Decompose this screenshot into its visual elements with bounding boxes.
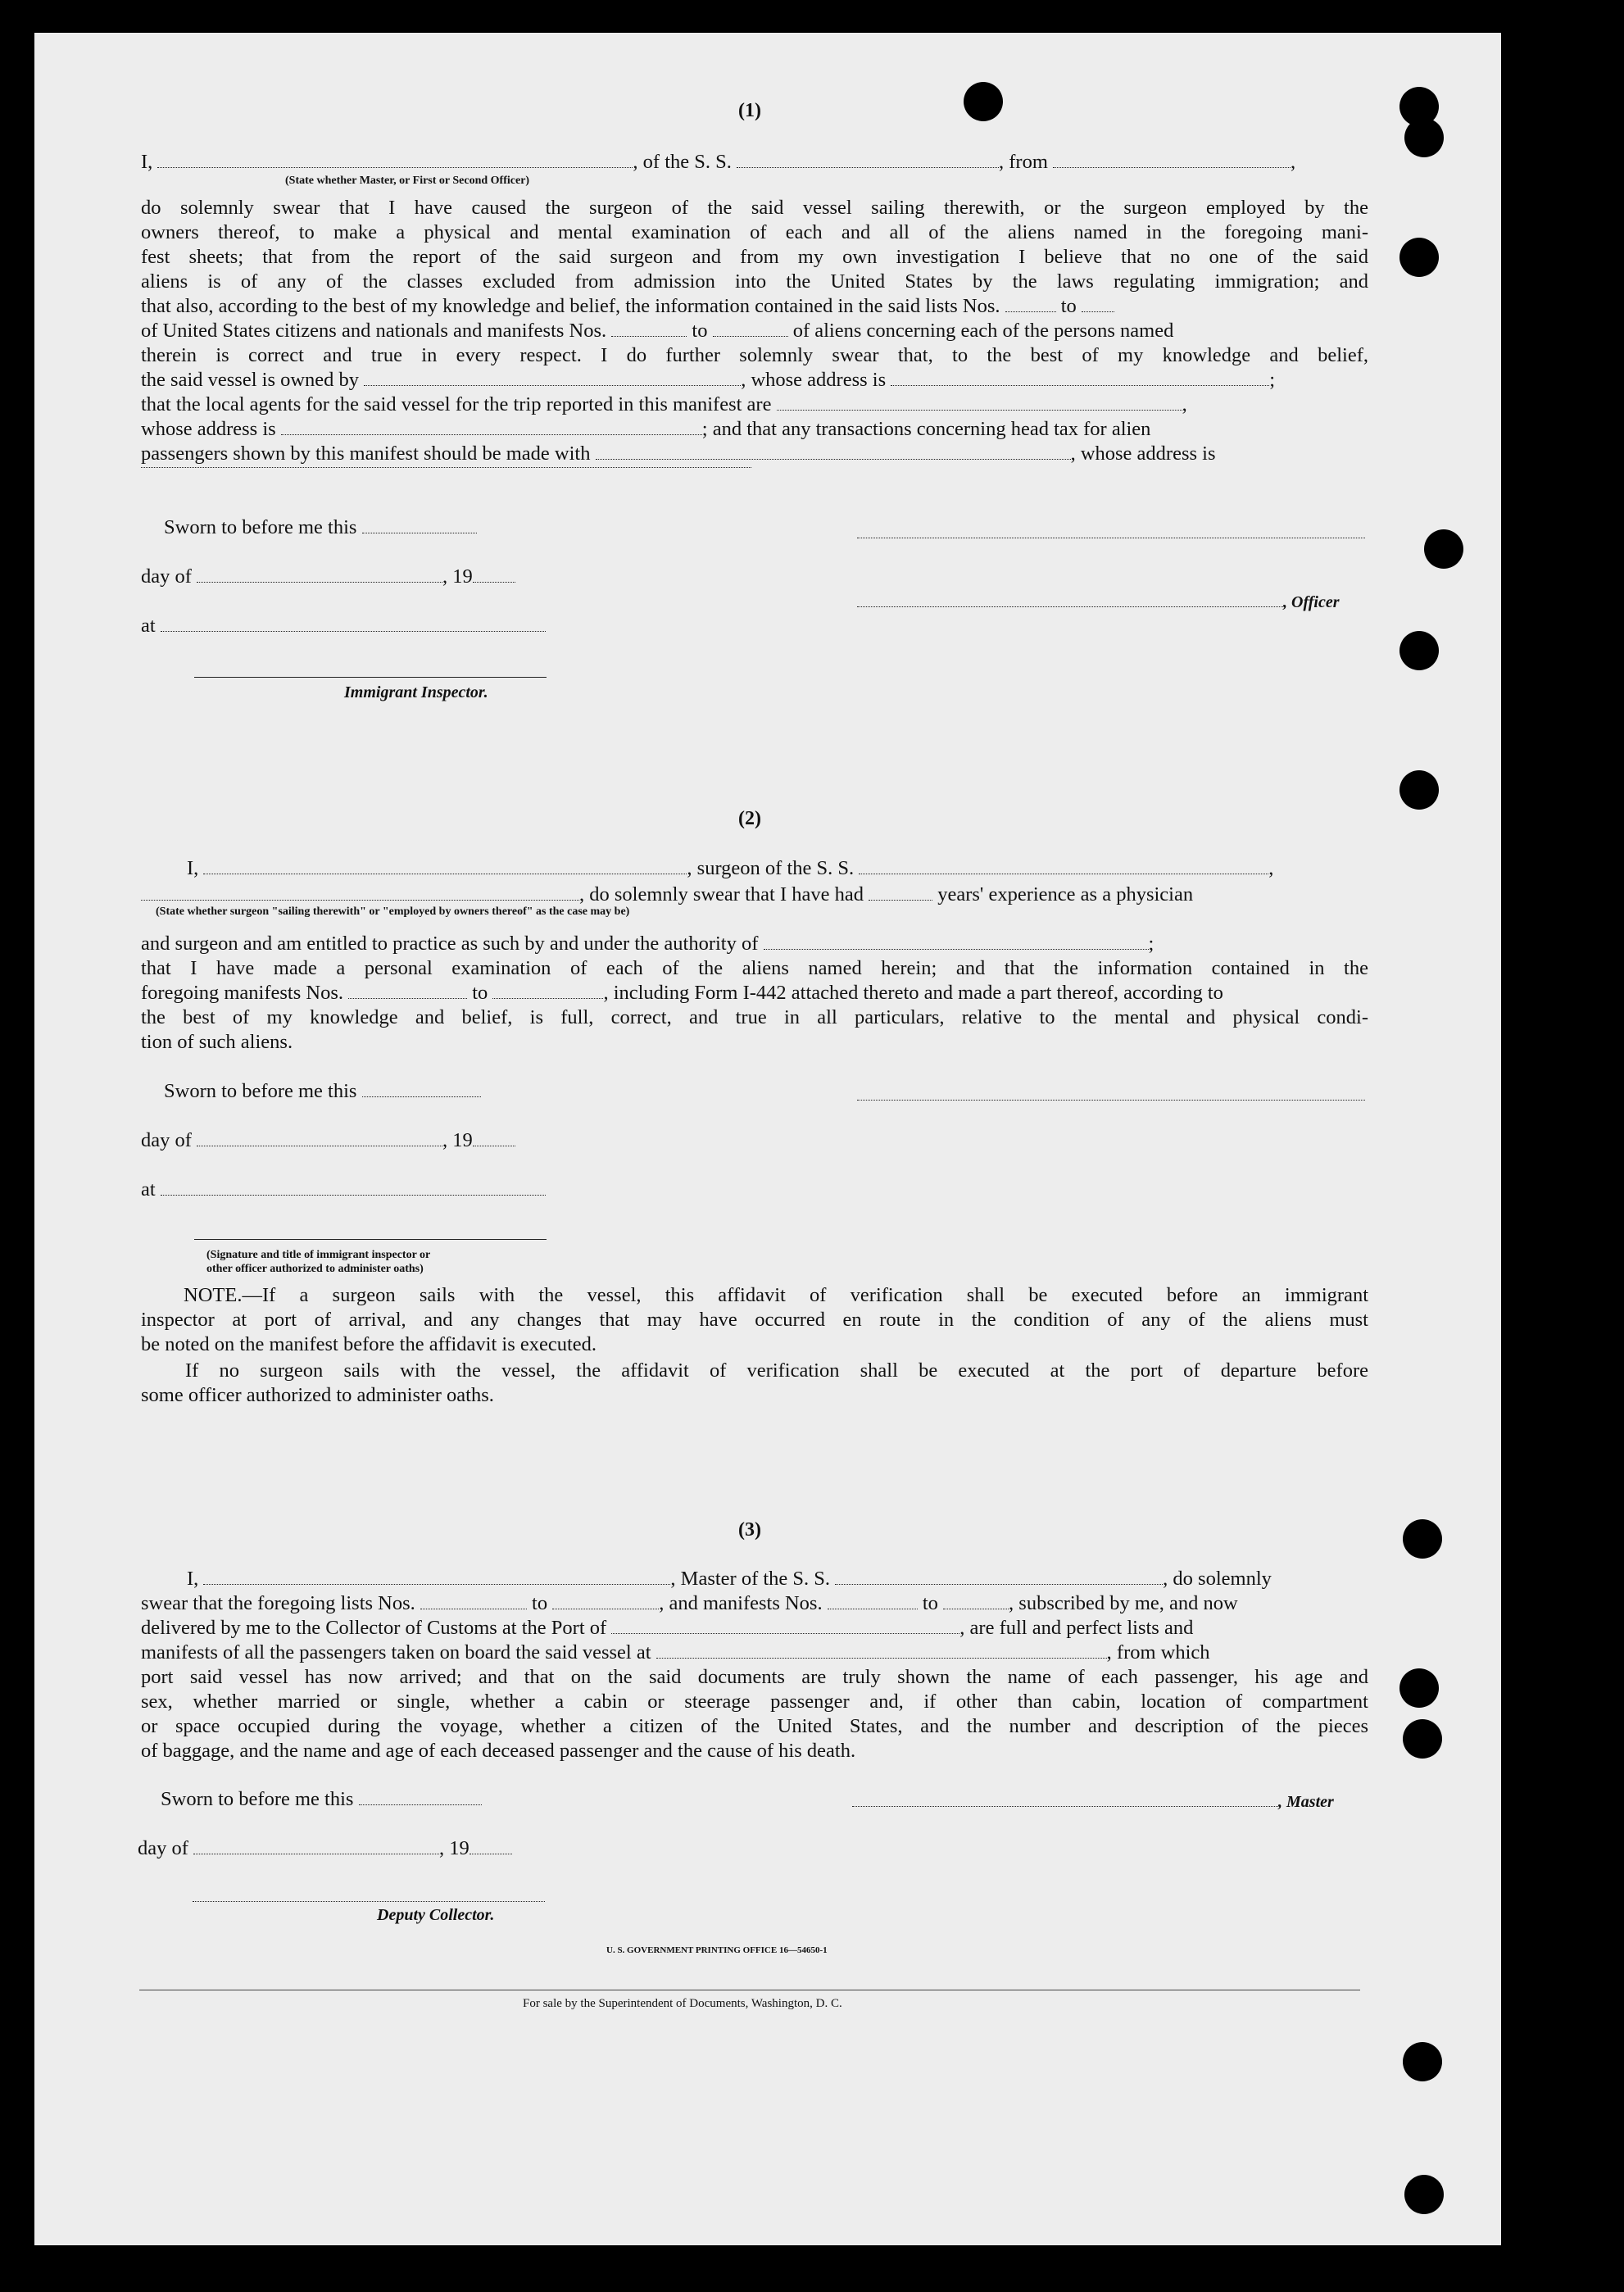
s3-lists-to-field[interactable]	[552, 1592, 659, 1609]
s3-lists-from-field[interactable]	[420, 1592, 527, 1609]
s3-p3: or space occupied during the voyage, whether a citizen of the United States, and the number and description of the pieces	[141, 1715, 1368, 1737]
surgeon-name-field[interactable]	[203, 857, 687, 874]
port-of-field[interactable]	[611, 1617, 959, 1634]
s2-note-4: If no surgeon sails with the vessel, the affidavit of verification shall be executed at the port of departure before	[185, 1359, 1368, 1382]
s1-inspector-line[interactable]	[194, 677, 547, 678]
years-experience-field[interactable]	[869, 883, 932, 901]
master-name-field[interactable]	[203, 1568, 670, 1585]
s3-p1: port said vessel has now arrived; and that on the said documents are truly shown the name of each passenger, his age and	[141, 1666, 1368, 1688]
s2-experience-line: , do solemnly swear that I have had years' experience as a physician	[141, 883, 1368, 907]
s1-address-continuation-line[interactable]	[141, 467, 751, 468]
s1-inspector-caption: Immigrant Inspector.	[344, 683, 488, 701]
sale-notice: For sale by the Superintendent of Documents, Washington, D. C.	[523, 1997, 842, 2010]
s3-line-2: swear that the foregoing lists Nos. to , and manifests Nos. to , subscribed by me, and now	[141, 1592, 1238, 1614]
authority-field[interactable]	[764, 933, 1149, 950]
local-agents-field[interactable]	[777, 393, 1182, 411]
s2-manifests-from-field[interactable]	[348, 982, 467, 999]
manifests-to-field[interactable]	[713, 320, 788, 337]
agents-address-field[interactable]	[281, 418, 702, 435]
s2-p3: foregoing manifests Nos. to , including Form I-442 attached thereto and made a part thereof, according to	[141, 982, 1223, 1004]
punch-hole	[1403, 2042, 1442, 2081]
s2-note-5: some officer authorized to administer oaths.	[141, 1384, 494, 1406]
s2-note-2: inspector at port of arrival, and any changes that may have occurred en route in the condition of any of the aliens must	[141, 1309, 1368, 1331]
s1-p4: aliens is of any of the classes excluded from admission into the United States by the laws regulating immigration; and	[141, 270, 1368, 293]
sworn-month-field[interactable]	[197, 565, 442, 583]
s2-inspector-line[interactable]	[194, 1239, 547, 1240]
s2-at: at	[141, 1178, 546, 1201]
s3-line-3: delivered by me to the Collector of Customs at the Port of , are full and perfect lists and	[141, 1617, 1194, 1639]
s2-note-3: be noted on the manifest before the affidavit is executed.	[141, 1333, 597, 1355]
s2-sworn-place-field[interactable]	[161, 1178, 546, 1196]
s1-officer-row: , Officer	[857, 590, 1340, 613]
s2-p1: and surgeon and am entitled to practice as such by and under the authority of ;	[141, 933, 1154, 955]
punch-hole	[1404, 2175, 1444, 2214]
master-signature-field[interactable]	[852, 1790, 1278, 1807]
s3-master-row: , Master	[852, 1790, 1334, 1813]
lists-to-field[interactable]	[1082, 295, 1114, 312]
s1-p7: therein is correct and true in every respect. I do further solemnly swear that, to the best of my knowledge and belief,	[141, 344, 1368, 366]
s3-vessel-field[interactable]	[835, 1568, 1163, 1585]
section-2-number: (2)	[738, 808, 761, 829]
s3-line-4: manifests of all the passengers taken on board the said vessel at , from which	[141, 1641, 1210, 1663]
punch-hole	[1404, 118, 1444, 157]
s3-manifests-from-field[interactable]	[828, 1592, 918, 1609]
s2-surgeon-note: (State whether surgeon "sailing therewith" or "employed by owners thereof" as the case may be)	[156, 905, 630, 918]
manifests-from-field[interactable]	[611, 320, 687, 337]
s2-sig-caption-2: other officer authorized to administer oaths)	[206, 1263, 424, 1275]
punch-hole	[1424, 529, 1463, 569]
lists-from-field[interactable]	[1005, 295, 1056, 312]
printer-imprint: U. S. GOVERNMENT PRINTING OFFICE 16—54650-1	[606, 1945, 828, 1955]
s3-p2: sex, whether married or single, whether a cabin or steerage passenger and, if other than cabin, location of compartment	[141, 1691, 1368, 1713]
s1-declarant-line: I, , of the S. S. , from ,	[141, 151, 1296, 173]
s2-sworn-month-field[interactable]	[197, 1129, 442, 1146]
embarkation-port-field[interactable]	[656, 1641, 1107, 1659]
owner-address-field[interactable]	[891, 369, 1269, 386]
s1-officer-note: (State whether Master, or First or Second Officer)	[285, 175, 530, 187]
s2-signature-line[interactable]	[857, 1100, 1365, 1101]
s3-declarant-line: I, , Master of the S. S. , do solemnly	[187, 1568, 1272, 1590]
sworn-year-field[interactable]	[473, 565, 515, 583]
s1-p1: do solemnly swear that I have caused the surgeon of the said vessel sailing therewith, or the surgeon employed by the	[141, 197, 1368, 219]
s2-dayof: day of , 19	[141, 1129, 515, 1152]
sworn-date-field[interactable]	[362, 516, 477, 533]
surgeon-type-field[interactable]	[141, 883, 579, 901]
vessel-name-field[interactable]	[737, 151, 999, 168]
s3-sworn-month-field[interactable]	[193, 1837, 439, 1854]
s3-collector-line[interactable]	[193, 1901, 545, 1902]
punch-hole	[1399, 238, 1439, 277]
s1-p2: owners thereof, to make a physical and mental examination of each and all of the aliens named in the foregoing mani-	[141, 221, 1368, 243]
s1-p11: passengers shown by this manifest should be made with , whose address is	[141, 443, 1216, 465]
s1-p5: that also, according to the best of my knowledge and belief, the information contained in the said lists Nos. to	[141, 294, 1368, 319]
s1-p8: the said vessel is owned by , whose address is ;	[141, 369, 1276, 391]
s3-collector-caption: Deputy Collector.	[377, 1906, 495, 1924]
s2-p5: tion of such aliens.	[141, 1031, 293, 1053]
punch-hole	[1399, 770, 1439, 810]
s3-sworn-year-field[interactable]	[470, 1837, 512, 1854]
s1-at: at	[141, 615, 546, 638]
s1-sworn: Sworn to before me this	[164, 516, 477, 539]
s2-p4: the best of my knowledge and belief, is full, correct, and true in all particulars, relative to the mental and physical condi-	[141, 1006, 1368, 1028]
s2-declarant-line: I, , surgeon of the S. S. ,	[187, 857, 1274, 879]
s1-p9: that the local agents for the said vessel for the trip reported in this manifest are ,	[141, 393, 1187, 415]
punch-hole	[1399, 1668, 1439, 1708]
s1-p3: fest sheets; that from the report of the said surgeon and from my own investigation I believe that no one of the said	[141, 246, 1368, 268]
s2-p2: that I have made a personal examination of each of the aliens named herein; and that the information contained in the	[141, 957, 1368, 979]
s3-dayof: day of , 19	[138, 1837, 512, 1860]
s3-sworn: Sworn to before me this	[161, 1788, 482, 1811]
punch-hole	[1403, 1719, 1442, 1759]
head-tax-contact-field[interactable]	[596, 443, 1071, 460]
s2-vessel-field[interactable]	[859, 857, 1268, 874]
s3-sworn-date-field[interactable]	[359, 1788, 482, 1805]
punch-hole	[1399, 631, 1439, 670]
sworn-place-field[interactable]	[161, 615, 546, 632]
s3-manifests-to-field[interactable]	[943, 1592, 1009, 1609]
port-from-field[interactable]	[1053, 151, 1291, 168]
section-3-number: (3)	[738, 1519, 761, 1541]
s1-dayof: day of , 19	[141, 565, 515, 588]
officer-signature-field[interactable]	[857, 590, 1283, 607]
s1-p10: whose address is ; and that any transactions concerning head tax for alien	[141, 418, 1151, 440]
s2-manifests-to-field[interactable]	[492, 982, 603, 999]
s2-note-1: NOTE.—If a surgeon sails with the vessel, this affidavit of verification shall be executed before an immigrant	[184, 1284, 1368, 1306]
officer-name-field[interactable]	[157, 151, 633, 168]
owner-field[interactable]	[364, 369, 741, 386]
section-1-number: (1)	[738, 100, 761, 121]
s2-sig-caption-1: (Signature and title of immigrant inspector or	[206, 1249, 431, 1261]
s2-sworn: Sworn to before me this	[164, 1080, 481, 1103]
s1-p6: of United States citizens and nationals and manifests Nos. to of aliens concerning each of the persons named	[141, 320, 1174, 342]
s2-sworn-date-field[interactable]	[362, 1080, 481, 1097]
s3-p4: of baggage, and the name and age of each deceased passenger and the cause of his death.	[141, 1740, 856, 1762]
s2-sworn-year-field[interactable]	[473, 1129, 515, 1146]
